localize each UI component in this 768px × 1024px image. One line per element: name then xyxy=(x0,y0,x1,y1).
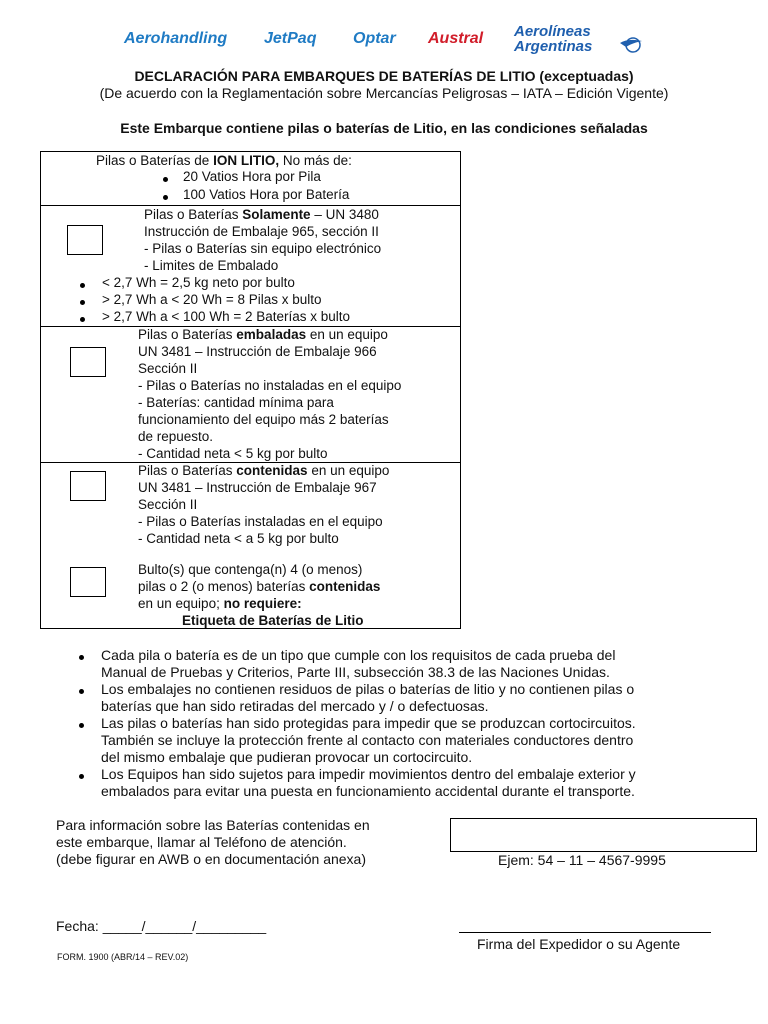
phone-example: Ejem: 54 – 11 – 4567-9995 xyxy=(498,852,666,868)
declaration-line: Cada pila o batería es de un tipo que cumple con los requisitos de cada prueba del xyxy=(101,647,616,663)
bullet xyxy=(163,195,168,200)
bullet xyxy=(79,689,84,694)
declaration-line: baterías que han sido retiradas del mercado y / o defectuosas. xyxy=(101,698,489,714)
bullet xyxy=(80,317,85,322)
signature-label: Firma del Expedidor o su Agente xyxy=(477,936,681,952)
declaration-line: Los embalajes no contienen residuos de pilas o baterías de litio y no contienen pilas o xyxy=(101,681,635,697)
section3-line: UN 3481 – Instrucción de Embalaje 967 xyxy=(138,480,377,495)
contact-text: (debe figurar en AWB o en documentación anexa) xyxy=(56,851,367,867)
section2-line: Sección II xyxy=(138,361,198,376)
declaration-line: Manual de Pruebas y Criterios, Parte III, subsección 38.3 de las Naciones Unidas. xyxy=(101,664,610,680)
document-title: DECLARACIÓN PARA EMBARQUES DE BATERÍAS DE LITIO (exceptuadas) xyxy=(134,68,634,84)
section4-line4: Etiqueta de Baterías de Litio xyxy=(182,613,364,628)
aa-line1: Aerolíneas xyxy=(514,23,591,40)
declaration-line: embalados para evitar una puesta en funcionamiento accidental durante el transporte. xyxy=(101,783,635,799)
logo-bar xyxy=(0,23,768,62)
bullet xyxy=(80,283,85,288)
section3-line: - Pilas o Baterías instaladas en el equipo xyxy=(138,514,383,529)
section1-line3: - Pilas o Baterías sin equipo electrónico xyxy=(144,241,382,256)
section4-line2: pilas o 2 (o menos) baterías contenidas xyxy=(138,579,381,594)
section3-line: Sección II xyxy=(138,497,198,512)
limit-item: 20 Vatios Hora por Pila xyxy=(183,169,321,184)
section2-line: funcionamiento del equipo más 2 baterías xyxy=(138,412,389,427)
aa-condor-icon xyxy=(618,34,644,54)
aerohandling-logo: Aerohandling xyxy=(124,30,228,47)
section4-line1: Bulto(s) que contenga(n) 4 (o menos) xyxy=(138,562,363,577)
section1-limit: > 2,7 Wh a < 100 Wh = 2 Baterías x bulto xyxy=(102,309,351,324)
section1-line2: Instrucción de Embalaje 965, sección II xyxy=(144,224,379,239)
section4-line3: en un equipo; no requiere: xyxy=(138,596,302,611)
declaration-line: Los Equipos han sido sujetos para impedir movimientos dentro del embalaje exterior y xyxy=(101,766,636,782)
austral-logo: Austral xyxy=(428,30,484,47)
row-divider xyxy=(41,205,460,206)
checkbox-un3480[interactable] xyxy=(67,225,103,255)
aa-line2: Argentinas xyxy=(514,38,593,55)
checkbox-small-package[interactable] xyxy=(70,567,106,597)
section2-line: - Baterías: cantidad mínima para xyxy=(138,395,334,410)
bullet xyxy=(163,177,168,182)
limits-intro: Pilas o Baterías de ION LITIO, No más de: xyxy=(96,153,352,168)
shipment-statement: Este Embarque contiene pilas o baterías de Litio, en las condiciones señaladas xyxy=(120,120,648,136)
declaration-line: También se incluye la protección frente al contacto con materiales conductores dentro xyxy=(101,732,634,748)
section2-line1: Pilas o Baterías embaladas en un equipo xyxy=(138,327,388,342)
section2-line: UN 3481 – Instrucción de Embalaje 966 xyxy=(138,344,377,359)
bullet xyxy=(79,774,84,779)
section2-line: de repuesto. xyxy=(138,429,214,444)
phone-field[interactable] xyxy=(450,818,757,852)
bullet xyxy=(79,723,84,728)
section1-limit: > 2,7 Wh a < 20 Wh = 8 Pilas x bulto xyxy=(102,292,322,307)
section2-line: - Cantidad neta < 5 kg por bulto xyxy=(138,446,328,461)
bullet xyxy=(80,300,85,305)
limit-item: 100 Vatios Hora por Batería xyxy=(183,187,350,202)
bullet xyxy=(79,655,84,660)
declaration-line: del mismo embalaje que pudieran provocar un cortocircuito. xyxy=(101,749,473,765)
date-field[interactable]: Fecha: _____/______/_________ xyxy=(56,918,267,934)
section3-line1: Pilas o Baterías contenidas en un equipo xyxy=(138,463,390,478)
checkbox-un3481-966[interactable] xyxy=(70,347,106,377)
contact-text: este embarque, llamar al Teléfono de atención. xyxy=(56,834,347,850)
document-subtitle: (De acuerdo con la Reglamentación sobre Mercancías Peligrosas – IATA – Edición Vigente) xyxy=(99,85,669,101)
battery-options-table xyxy=(40,151,461,629)
section1-line4: - Limites de Embalado xyxy=(144,258,279,273)
aerolineas-argentinas-logo xyxy=(514,24,592,54)
optar-logo: Optar xyxy=(353,30,396,47)
section1-line1: Pilas o Baterías Solamente – UN 3480 xyxy=(144,207,379,222)
form-code: FORM. 1900 (ABR/14 – REV.02) xyxy=(57,952,189,962)
section2-line: - Pilas o Baterías no instaladas en el equipo xyxy=(138,378,402,393)
section3-line: - Cantidad neta < a 5 kg por bulto xyxy=(138,531,339,546)
checkbox-un3481-967[interactable] xyxy=(70,471,106,501)
signature-line[interactable] xyxy=(459,932,711,933)
jetpaq-logo: JetPaq xyxy=(264,30,317,47)
contact-text: Para información sobre las Baterías contenidas en xyxy=(56,817,370,833)
section1-limit: < 2,7 Wh = 2,5 kg neto por bulto xyxy=(102,275,295,290)
declaration-line: Las pilas o baterías han sido protegidas para impedir que se produzcan cortocircuitos. xyxy=(101,715,636,731)
